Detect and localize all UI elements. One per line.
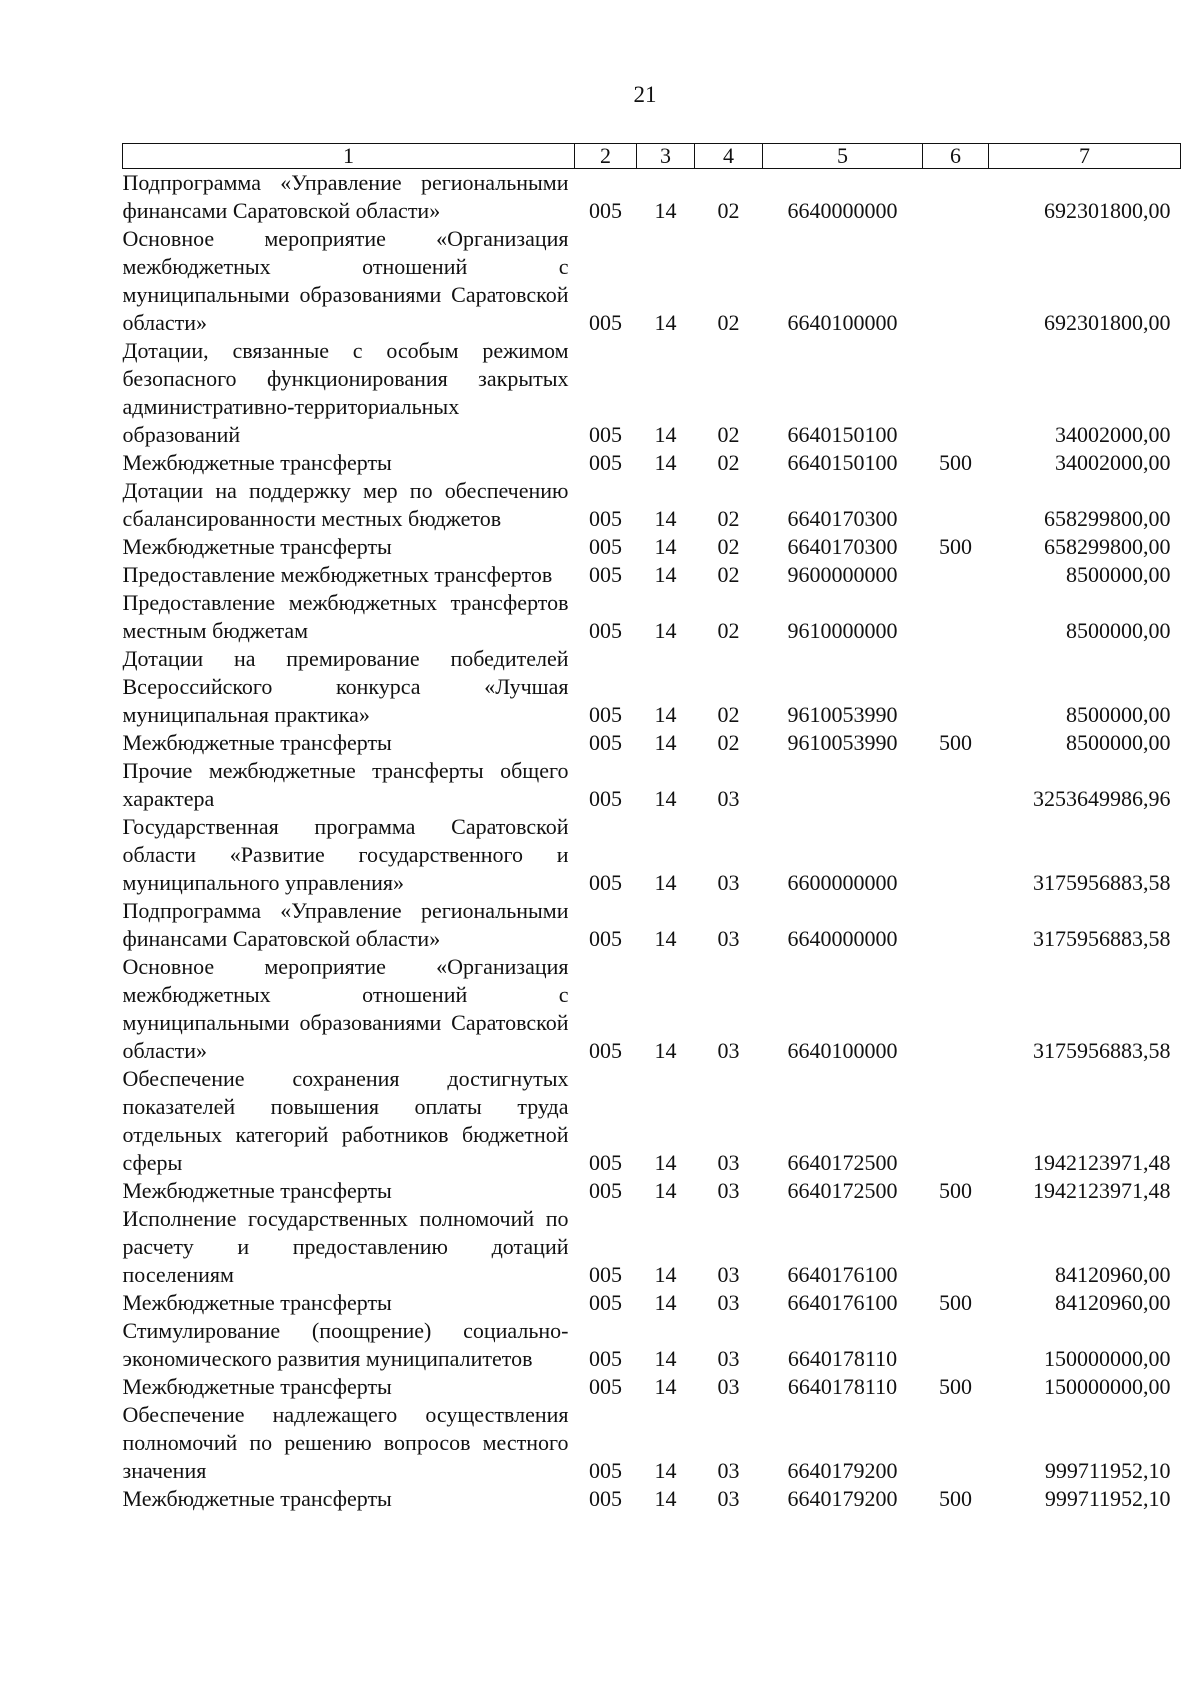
cell-section-code: 14 [654,562,677,587]
cell-subsection-code: 02 [717,198,740,223]
cell-name: Прочие межбюджетные трансферты общего характера [122,758,569,811]
cell-target-article-code: 9610000000 [787,618,898,643]
cell-amount: 34002000,00 [1055,422,1171,447]
cell-subsection-code: 03 [717,1038,740,1063]
cell-section-code: 14 [654,1458,677,1483]
cell-section-code: 14 [654,1038,677,1063]
table-row [123,645,1181,729]
cell-section-code: 14 [654,1374,677,1399]
cell-expense-type-code [923,757,989,813]
table-body [123,169,1181,1514]
cell-target-article-code: 6640179200 [787,1486,898,1511]
cell-section-code: 14 [654,1262,677,1287]
cell-target-article-code: 6640000000 [787,198,898,223]
cell-target-article-code: 6600000000 [787,870,898,895]
table-row [123,1177,1181,1205]
cell-target-article-code: 6640178110 [787,1374,898,1399]
cell-amount: 3175956883,58 [1033,926,1171,951]
cell-amount: 150000000,00 [1044,1346,1171,1371]
cell-name: Стимулирование (поощрение) социально-экономического развития муниципалитетов [122,1318,569,1371]
cell-subsection-code: 02 [717,534,740,559]
cell-section-code: 14 [654,450,677,475]
cell-expense-type-code: 500 [939,730,972,755]
cell-target-article-code: 6640170300 [787,534,898,559]
cell-subsection-code: 02 [717,618,740,643]
cell-target-article-code [763,757,923,813]
cell-name: Межбюджетные трансферты [122,1374,392,1399]
table-row [123,953,1181,1065]
table-row [123,533,1181,561]
cell-name: Подпрограмма «Управление региональными финансами Саратовской области» [122,898,569,951]
cell-grbs-code: 005 [589,534,622,559]
header-row [123,144,1181,169]
cell-expense-type-code [923,589,989,645]
cell-target-article-code: 6640170300 [787,506,898,531]
cell-subsection-code: 02 [717,310,740,335]
cell-section-code: 14 [654,534,677,559]
header-col-4: 4 [695,144,763,169]
cell-expense-type-code [923,169,989,226]
cell-target-article-code: 6640179200 [787,1458,898,1483]
cell-section-code: 14 [654,506,677,531]
cell-target-article-code: 6640172500 [787,1178,898,1203]
cell-expense-type-code [923,1317,989,1373]
table-row [123,1289,1181,1317]
cell-grbs-code: 005 [589,1038,622,1063]
table-row [123,1065,1181,1177]
cell-expense-type-code [923,561,989,589]
cell-amount: 3175956883,58 [1033,870,1171,895]
table-row [123,757,1181,813]
cell-name: Межбюджетные трансферты [122,534,392,559]
cell-grbs-code: 005 [589,562,622,587]
table-row [123,1401,1181,1485]
cell-section-code: 14 [654,1150,677,1175]
cell-subsection-code: 02 [717,562,740,587]
cell-target-article-code: 6640150100 [787,422,898,447]
cell-amount: 692301800,00 [1044,310,1171,335]
header-col-2: 2 [575,144,637,169]
cell-section-code: 14 [654,422,677,447]
cell-amount: 84120960,00 [1055,1290,1171,1315]
cell-grbs-code: 005 [589,870,622,895]
cell-section-code: 14 [654,1346,677,1371]
cell-name: Межбюджетные трансферты [122,450,392,475]
cell-grbs-code: 005 [589,702,622,727]
cell-grbs-code: 005 [589,1458,622,1483]
cell-grbs-code: 005 [589,1262,622,1287]
cell-name: Межбюджетные трансферты [122,730,392,755]
cell-expense-type-code [923,1065,989,1177]
cell-section-code: 14 [654,1290,677,1315]
cell-subsection-code: 02 [717,730,740,755]
table-row [123,561,1181,589]
cell-amount: 8500000,00 [1066,702,1171,727]
cell-section-code: 14 [654,1178,677,1203]
table-row [123,589,1181,645]
cell-amount: 150000000,00 [1044,1374,1171,1399]
cell-subsection-code: 03 [717,1458,740,1483]
header-col-5: 5 [763,144,923,169]
cell-section-code: 14 [654,198,677,223]
cell-name: Обеспечение надлежащего осуществления полномочий по решению вопросов местного значения [122,1402,569,1483]
cell-section-code: 14 [654,618,677,643]
cell-section-code: 14 [654,926,677,951]
cell-subsection-code: 03 [717,1486,740,1511]
table-row [123,169,1181,226]
cell-name: Основное мероприятие «Организация межбюджетных отношений с муниципальными образованиями Саратовской области» [122,226,569,335]
cell-expense-type-code: 500 [939,450,972,475]
cell-expense-type-code: 500 [939,1178,972,1203]
table-row [123,897,1181,953]
cell-grbs-code: 005 [589,786,622,811]
cell-subsection-code: 03 [717,1150,740,1175]
cell-target-article-code: 6640172500 [787,1150,898,1175]
cell-subsection-code: 02 [717,450,740,475]
cell-name: Предоставление межбюджетных трансфертов [122,562,553,587]
cell-amount: 692301800,00 [1044,198,1171,223]
cell-expense-type-code [923,813,989,897]
cell-target-article-code: 6640150100 [787,450,898,475]
cell-target-article-code: 6640000000 [787,926,898,951]
cell-amount: 999711952,10 [1044,1486,1171,1511]
cell-amount: 3175956883,58 [1033,1038,1171,1063]
cell-target-article-code: 9610053990 [787,702,898,727]
cell-grbs-code: 005 [589,450,622,475]
cell-subsection-code: 02 [717,702,740,727]
table-row [123,729,1181,757]
table-row [123,477,1181,533]
cell-name: Подпрограмма «Управление региональными финансами Саратовской области» [122,170,569,223]
cell-subsection-code: 03 [717,1374,740,1399]
cell-subsection-code: 03 [717,926,740,951]
cell-subsection-code: 03 [717,870,740,895]
cell-expense-type-code [923,1205,989,1289]
table-row [123,813,1181,897]
cell-grbs-code: 005 [589,310,622,335]
budget-table [122,143,1181,1513]
cell-amount: 8500000,00 [1066,562,1171,587]
header-col-7: 7 [989,144,1181,169]
cell-amount: 1942123971,48 [1033,1150,1171,1175]
cell-name: Исполнение государственных полномочий по расчету и предоставлению дотаций поселениям [122,1206,569,1287]
table-row [123,1373,1181,1401]
cell-name: Государственная программа Саратовской области «Развитие государственного и муниципального управления» [122,814,569,895]
table-row [123,1485,1181,1513]
cell-expense-type-code: 500 [939,534,972,559]
table-row [123,1205,1181,1289]
cell-name: Межбюджетные трансферты [122,1290,392,1315]
cell-expense-type-code [923,1401,989,1485]
cell-target-article-code: 6640176100 [787,1290,898,1315]
cell-grbs-code: 005 [589,618,622,643]
cell-expense-type-code [923,897,989,953]
table-row [123,449,1181,477]
table-row [123,337,1181,449]
cell-expense-type-code [923,953,989,1065]
cell-name: Дотации на поддержку мер по обеспечению сбалансированности местных бюджетов [122,478,569,531]
cell-name: Межбюджетные трансферты [122,1486,392,1511]
cell-grbs-code: 005 [589,1346,622,1371]
cell-section-code: 14 [654,870,677,895]
table-header [123,144,1181,169]
cell-grbs-code: 005 [589,506,622,531]
cell-grbs-code: 005 [589,926,622,951]
page-number: 21 [633,82,657,107]
cell-name: Дотации, связанные с особым режимом безопасного функционирования закрытых административно-территориальных образований [122,338,569,447]
cell-target-article-code: 6640176100 [787,1262,898,1287]
cell-section-code: 14 [654,786,677,811]
cell-target-article-code: 6640100000 [787,1038,898,1063]
cell-name: Межбюджетные трансферты [122,1178,392,1203]
cell-amount: 999711952,10 [1044,1458,1171,1483]
cell-subsection-code: 03 [717,1346,740,1371]
cell-grbs-code: 005 [589,1290,622,1315]
cell-target-article-code: 6640178110 [787,1346,898,1371]
cell-amount: 34002000,00 [1055,450,1171,475]
cell-section-code: 14 [654,730,677,755]
cell-subsection-code: 03 [717,786,740,811]
cell-grbs-code: 005 [589,1150,622,1175]
cell-amount: 3253649986,96 [1033,786,1171,811]
cell-amount: 658299800,00 [1044,506,1171,531]
cell-name: Предоставление межбюджетных трансфертов местным бюджетам [122,590,569,643]
cell-target-article-code: 9600000000 [787,562,898,587]
cell-name: Обеспечение сохранения достигнутых показателей повышения оплаты труда отдельных категорий работников бюджетной сферы [122,1066,569,1175]
cell-subsection-code: 03 [717,1290,740,1315]
cell-subsection-code: 02 [717,422,740,447]
cell-name: Дотации на премирование победителей Всероссийского конкурса «Лучшая муниципальная практика» [122,646,569,727]
cell-grbs-code: 005 [589,422,622,447]
cell-target-article-code: 6640100000 [787,310,898,335]
cell-expense-type-code [923,477,989,533]
cell-expense-type-code: 500 [939,1486,972,1511]
cell-subsection-code: 03 [717,1178,740,1203]
cell-grbs-code: 005 [589,1486,622,1511]
cell-amount: 8500000,00 [1066,730,1171,755]
cell-name: Основное мероприятие «Организация межбюджетных отношений с муниципальными образованиями Саратовской области» [122,954,569,1063]
cell-expense-type-code [923,225,989,337]
header-col-3: 3 [637,144,695,169]
cell-grbs-code: 005 [589,1178,622,1203]
cell-grbs-code: 005 [589,198,622,223]
table-row [123,1317,1181,1373]
cell-amount: 8500000,00 [1066,618,1171,643]
header-col-6: 6 [923,144,989,169]
cell-target-article-code: 9610053990 [787,730,898,755]
cell-expense-type-code: 500 [939,1374,972,1399]
cell-section-code: 14 [654,702,677,727]
cell-amount: 1942123971,48 [1033,1178,1171,1203]
cell-grbs-code: 005 [589,730,622,755]
cell-subsection-code: 02 [717,506,740,531]
cell-subsection-code: 03 [717,1262,740,1287]
cell-expense-type-code [923,337,989,449]
cell-expense-type-code [923,645,989,729]
header-col-1: 1 [123,144,575,169]
cell-grbs-code: 005 [589,1374,622,1399]
cell-section-code: 14 [654,310,677,335]
cell-expense-type-code: 500 [939,1290,972,1315]
cell-amount: 658299800,00 [1044,534,1171,559]
cell-amount: 84120960,00 [1055,1262,1171,1287]
cell-section-code: 14 [654,1486,677,1511]
table-row [123,225,1181,337]
